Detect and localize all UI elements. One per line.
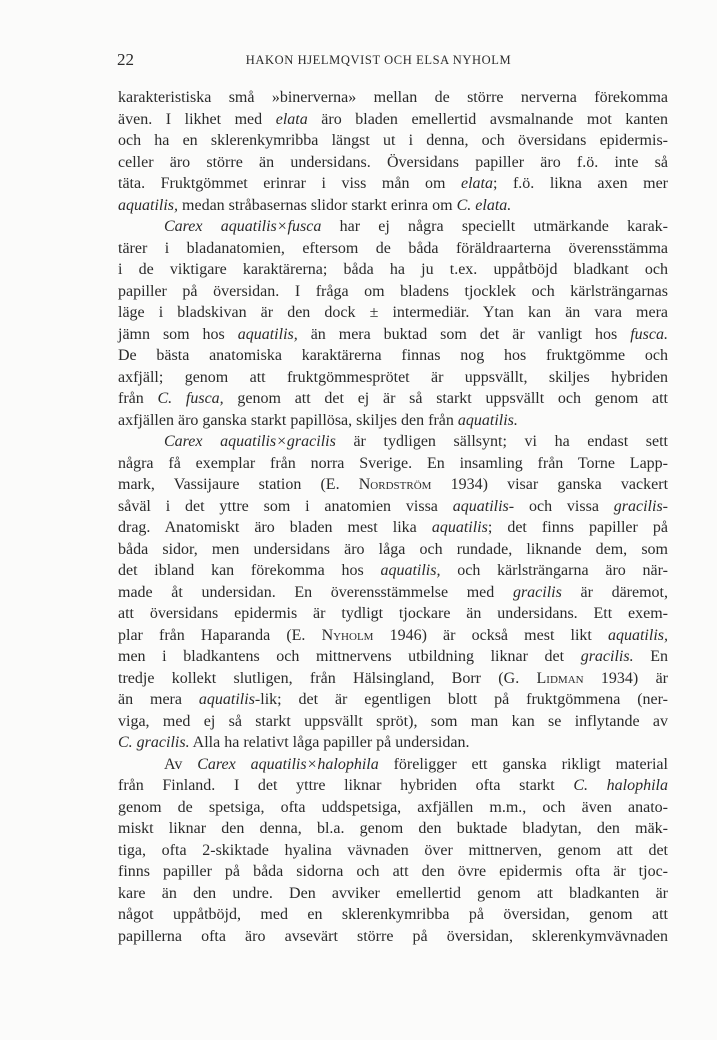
italic-taxon-name: aquatilis. bbox=[457, 411, 518, 429]
text-segment: täta. Fruktgömmet erinrar i viss mån om bbox=[118, 175, 461, 192]
text-segment: En bbox=[633, 648, 668, 665]
text-segment: genom de spetsiga, ofta uddspetsiga, axfjällen m.m., och även anato- bbox=[118, 798, 668, 816]
text-line bbox=[118, 109, 668, 131]
text-segment: äro bladen emellertid avsmalnande mot kanten bbox=[307, 110, 669, 128]
text-segment: och vissa bbox=[514, 497, 614, 515]
italic-taxon-name: Carex aquatilis×fusca bbox=[164, 218, 322, 235]
text-segment: än mera bbox=[118, 691, 199, 708]
text-line bbox=[118, 517, 668, 539]
text-segment: 1934) är bbox=[583, 669, 668, 687]
text-line bbox=[118, 496, 668, 518]
italic-taxon-name: fusca. bbox=[630, 325, 669, 343]
italic-taxon-name: C. elata. bbox=[456, 196, 512, 214]
text-segment: axfjäll; genom att fruktgömmesprötet är uppsvällt, skiljes hybriden bbox=[118, 368, 668, 386]
text-line bbox=[118, 302, 668, 324]
text-segment: i de viktigare karaktärerna; båda ha ju t.ex. uppåtböjd bladkant och bbox=[118, 261, 668, 278]
text-segment: karakteristiska små »binerverna» mellan de större nerverna förekomma bbox=[118, 89, 668, 106]
italic-taxon-name: C. halophila bbox=[573, 777, 668, 794]
text-segment: jämn som hos bbox=[118, 325, 238, 343]
italic-taxon-name: elata bbox=[275, 110, 308, 128]
text-segment: från Finland. I det yttre liknar hybriden ofta starkt bbox=[118, 777, 574, 794]
body-text bbox=[118, 87, 668, 947]
text-segment: papiller på översidan. I fråga om bladens tjocklek och kärlsträngarnas bbox=[118, 282, 668, 300]
text-segment: Av bbox=[164, 755, 198, 773]
italic-taxon-name: elata bbox=[460, 175, 493, 192]
text-line bbox=[118, 625, 668, 647]
text-segment: drag. Anatomiskt äro bladen mest lika bbox=[118, 519, 432, 536]
text-line bbox=[118, 883, 668, 905]
text-line bbox=[118, 324, 668, 346]
text-line bbox=[118, 367, 668, 389]
text-segment: än mera buktad som det är vanligt hos bbox=[297, 325, 631, 343]
text-segment: miskt liknar den denna, bl.a. genom den buktade bladytan, den mäk- bbox=[118, 820, 668, 837]
italic-taxon-name: aquatilis, bbox=[380, 562, 441, 579]
text-segment: papillerna ofta äro avsevärt större på översidan, sklerenkymvävnaden bbox=[118, 927, 668, 945]
page-number: 22 bbox=[117, 50, 134, 69]
text-segment: genom att det ej är så starkt uppsvällt och genom att bbox=[223, 390, 668, 407]
text-segment: axfjällen äro ganska starkt papillösa, skiljes den från bbox=[118, 411, 458, 429]
text-line bbox=[118, 732, 668, 754]
italic-taxon-name: C. gracilis. bbox=[118, 734, 190, 751]
italic-taxon-name: aquatilis, bbox=[118, 196, 179, 214]
italic-taxon-name: Carex aquatilis×halophila bbox=[197, 755, 379, 773]
text-segment: tiga, ofta 2-skiktade hyalina vävnaden över mittnerven, genom att det bbox=[118, 841, 668, 859]
text-segment: De bästa anatomiska karaktärerna finnas nog hos fruktgömme och bbox=[118, 347, 668, 364]
text-segment: 1934) visar ganska vackert bbox=[431, 476, 669, 493]
text-line bbox=[118, 87, 668, 109]
italic-taxon-name: C. fusca, bbox=[157, 390, 224, 407]
italic-taxon-name: aquatilis- bbox=[452, 497, 515, 515]
text-line bbox=[118, 560, 668, 582]
text-segment: celler äro större än undersidans. Översidans papiller äro f.ö. inte så bbox=[118, 153, 668, 171]
text-segment: såväl i det yttre som i anatomien vissa bbox=[118, 497, 453, 515]
text-line bbox=[118, 216, 668, 238]
text-line bbox=[118, 754, 668, 776]
text-line bbox=[118, 689, 668, 711]
text-segment: viga, med ej så starkt uppsvällt spröt), som man kan se inflytande av bbox=[118, 712, 668, 730]
text-segment: made åt undersidan. En överensstämmelse med bbox=[118, 583, 513, 601]
text-segment: finns papiller på båda sidorna och att den övre epidermis ofta är tjoc- bbox=[118, 863, 668, 880]
text-segment: 1946) är också mest likt bbox=[373, 626, 608, 644]
text-segment: ; det finns papiller på bbox=[487, 519, 668, 536]
text-line bbox=[118, 238, 668, 260]
text-line bbox=[118, 474, 668, 496]
text-line bbox=[118, 861, 668, 883]
text-line bbox=[118, 195, 668, 217]
italic-taxon-name: aquatilis bbox=[198, 691, 255, 708]
text-segment: -lik; det är egentligen blott på fruktgömmena (ner- bbox=[254, 691, 668, 708]
text-segment: det ibland kan förekomma hos bbox=[118, 562, 381, 579]
author-name: Nyholm bbox=[321, 626, 374, 644]
text-segment: har ej några speciellt utmärkande karak- bbox=[321, 218, 669, 235]
italic-taxon-name: aquatilis, bbox=[607, 626, 668, 644]
text-segment: föreligger ett ganska rikligt material bbox=[378, 755, 668, 773]
text-segment: från bbox=[118, 390, 158, 407]
text-segment: och kärlsträngarna äro när- bbox=[440, 562, 668, 579]
italic-taxon-name: gracilis. bbox=[580, 648, 634, 665]
text-line bbox=[118, 259, 668, 281]
text-segment: Alla ha relativt låga papiller på undersidan. bbox=[189, 734, 470, 751]
text-segment: men i bladkantens och mittnervens utbildning liknar det bbox=[118, 648, 581, 665]
text-segment: och ha en sklerenkymribba längst ut i denna, och översidans epidermis- bbox=[118, 132, 668, 149]
text-line bbox=[118, 410, 668, 432]
text-line bbox=[118, 539, 668, 561]
text-line bbox=[118, 603, 668, 625]
text-line bbox=[118, 582, 668, 604]
text-line bbox=[118, 431, 668, 453]
text-line bbox=[118, 797, 668, 819]
italic-taxon-name: aquatilis, bbox=[237, 325, 298, 343]
italic-taxon-name: Carex aquatilis×gracilis bbox=[164, 433, 336, 450]
text-line bbox=[118, 904, 668, 926]
text-segment: tredje kollekt slutligen, från Hälsingland, Borr (G. bbox=[118, 669, 537, 687]
text-segment: tärer i bladanatomien, eftersom de båda föräldraarterna överensstämma bbox=[118, 239, 668, 257]
text-segment: plar från Haparanda (E. bbox=[118, 626, 322, 644]
text-line bbox=[118, 818, 668, 840]
text-line bbox=[118, 453, 668, 475]
text-line bbox=[118, 775, 668, 797]
text-segment: medan stråbasernas slidor starkt erinra om bbox=[178, 196, 457, 214]
text-line bbox=[118, 281, 668, 303]
text-segment: något uppåtböjd, med en sklerenkymribba på översidan, genom att bbox=[118, 906, 668, 923]
italic-taxon-name: aquatilis bbox=[431, 519, 488, 536]
text-segment: ; f.ö. likna axen mer bbox=[492, 175, 669, 192]
author-name: Lidman bbox=[536, 669, 584, 687]
text-line bbox=[118, 130, 668, 152]
text-line bbox=[118, 668, 668, 690]
text-line bbox=[118, 840, 668, 862]
text-segment: även. I likhet med bbox=[118, 110, 276, 128]
italic-taxon-name: gracilis- bbox=[613, 497, 668, 515]
text-line bbox=[118, 711, 668, 733]
text-segment: mark, Vassijaure station (E. bbox=[118, 476, 359, 493]
text-segment: båda sidor, men undersidans äro låga och rundade, liknande dem, som bbox=[118, 540, 668, 558]
text-line bbox=[118, 345, 668, 367]
text-segment: läge i bladskivan är den dock ± intermediär. Ytan kan än vara mera bbox=[118, 304, 668, 321]
text-line bbox=[118, 388, 668, 410]
text-segment: kare än den undre. Den avviker emellertid genom att bladkanten är bbox=[118, 884, 668, 902]
text-line bbox=[118, 173, 668, 195]
text-segment: några få exemplar från norra Sverige. En insamling från Torne Lapp- bbox=[118, 454, 668, 472]
text-line bbox=[118, 646, 668, 668]
text-line bbox=[118, 926, 668, 948]
text-segment: att översidans epidermis är tydligt tjockare än undersidans. Ett exem- bbox=[118, 605, 668, 622]
text-segment: är tydligen sällsynt; vi ha endast sett bbox=[335, 433, 669, 450]
author-name: Nordström bbox=[358, 476, 432, 493]
text-line bbox=[118, 152, 668, 174]
italic-taxon-name: gracilis bbox=[512, 583, 562, 601]
text-segment: är däremot, bbox=[561, 583, 669, 601]
running-title: HAKON HJELMQVIST OCH ELSA NYHOLM bbox=[245, 53, 512, 67]
